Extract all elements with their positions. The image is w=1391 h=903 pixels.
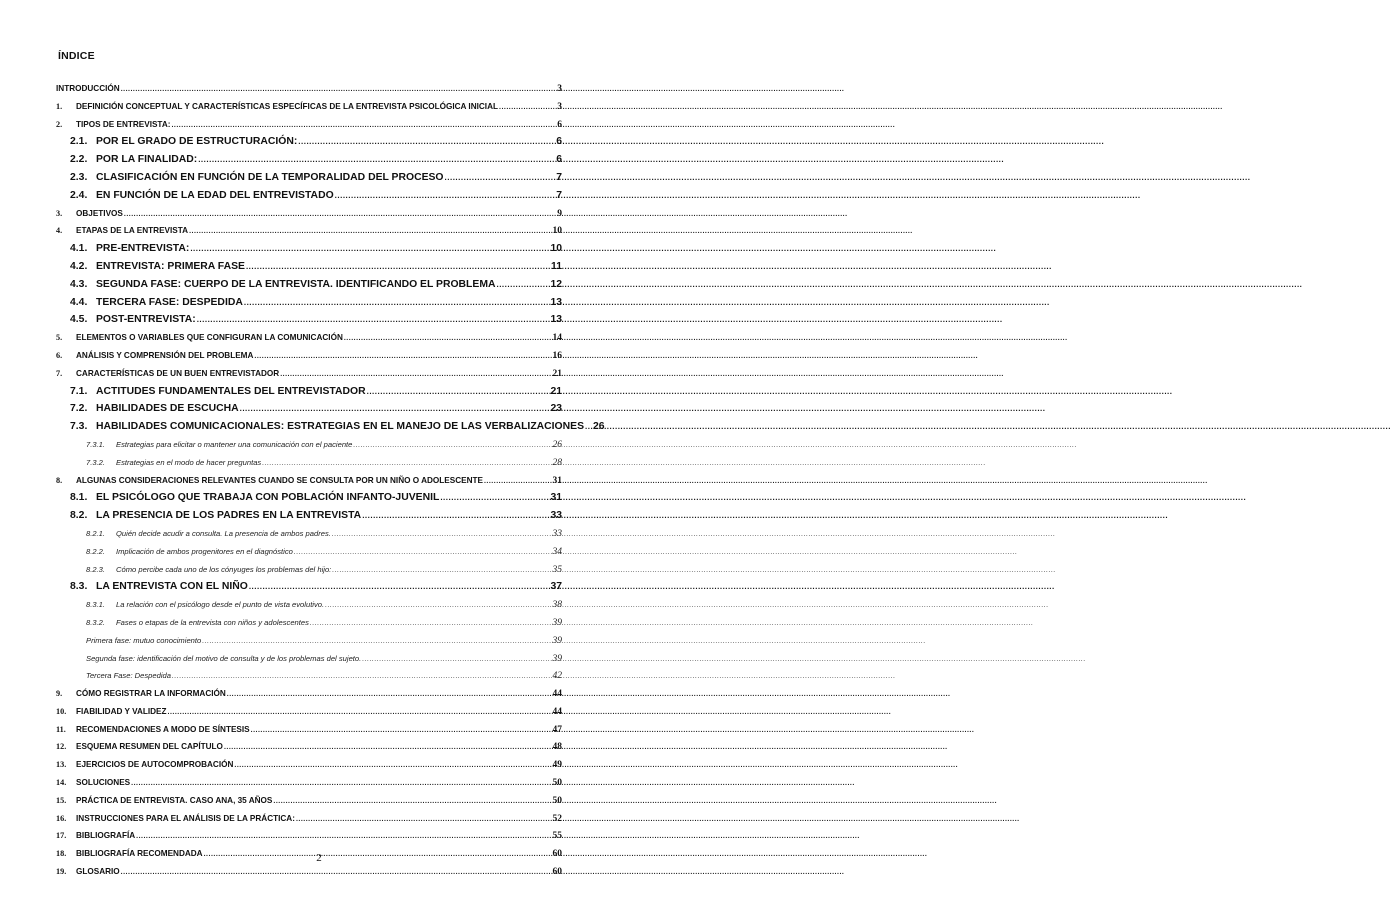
toc-entry[interactable] xyxy=(56,756,562,774)
toc-entry-title: LA PRESENCIA DE LOS PADRES EN LA ENTREVISTA xyxy=(96,510,362,522)
toc-entry-title: Implicación de ambos progenitores en el diagnóstico xyxy=(116,546,293,556)
dot-leader xyxy=(362,650,550,669)
toc-entry-page: 42 xyxy=(552,671,562,682)
toc-entry-page: 3 xyxy=(557,84,562,94)
toc-entry-title: PRÁCTICA DE ENTREVISTA. CASO ANA, 35 AÑOS xyxy=(76,795,273,805)
toc-entry-page: 10 xyxy=(552,226,562,237)
dot-leader xyxy=(202,632,550,651)
toc-entry-page: 6 xyxy=(557,119,562,130)
toc-entry[interactable] xyxy=(56,489,562,507)
dot-leader xyxy=(262,454,550,473)
toc-entry[interactable] xyxy=(56,792,562,810)
toc-entry-page: 60 xyxy=(552,867,562,878)
toc-entry-title: Primera fase: mutuo conocimiento xyxy=(86,635,202,645)
dot-leader xyxy=(332,525,550,544)
dot-leader xyxy=(121,863,550,882)
dot-leader xyxy=(254,347,550,366)
toc-entry[interactable] xyxy=(56,596,562,614)
toc-entry-title: HABILIDADES DE ESCUCHA xyxy=(96,403,239,415)
toc-entry-title: ACTITUDES FUNDAMENTALES DEL ENTREVISTADOR xyxy=(96,385,366,397)
dot-leader xyxy=(499,98,550,117)
dot-leader xyxy=(171,116,550,135)
toc-entry-title: CÓMO REGISTRAR LA INFORMACIÓN xyxy=(76,689,226,699)
toc-entry-number: 2.4. xyxy=(70,189,88,201)
toc-entry-page: 13 xyxy=(550,314,562,326)
toc-entry-page: 11 xyxy=(551,260,562,272)
toc-entry-number: 8. xyxy=(56,475,63,485)
toc-entry[interactable] xyxy=(56,365,562,383)
toc-entry-page: 50 xyxy=(552,778,562,789)
toc-entry-number: 8.3. xyxy=(70,581,88,593)
toc-entry-title: INTRODUCCIÓN xyxy=(56,84,120,93)
toc-entry-title: ENTREVISTA: PRIMERA FASE xyxy=(96,260,245,272)
toc-entry-title: Segunda fase: identificación del motivo de consulta y de los problemas del sujeto. xyxy=(86,653,362,663)
toc-entry-page: 37 xyxy=(550,581,562,593)
toc-entry-number: 8.2.1. xyxy=(86,528,105,538)
toc-entry-title: BIBLIOGRAFÍA xyxy=(76,831,136,841)
toc-entry-number: 4.5. xyxy=(70,314,88,326)
toc-entry-title: EL PSICÓLOGO QUE TRABAJA CON POBLACIÓN INFANTO-JUVENIL xyxy=(96,492,440,504)
toc-entry[interactable] xyxy=(56,222,562,240)
toc-entry-title: EN FUNCIÓN DE LA EDAD DEL ENTREVISTADO xyxy=(96,189,334,201)
toc-entry-title: BIBLIOGRAFÍA RECOMENDADA xyxy=(76,849,203,859)
toc-entry-title: ANÁLISIS Y COMPRENSIÓN DEL PROBLEMA xyxy=(76,350,254,360)
dot-leader xyxy=(325,596,550,615)
dot-leader xyxy=(273,792,550,811)
toc-entry[interactable] xyxy=(56,650,562,668)
toc-entry-number: 3. xyxy=(56,208,63,218)
toc-entry-number: 7.1. xyxy=(70,385,88,397)
dot-leader xyxy=(296,810,550,829)
toc-entry-title: SEGUNDA FASE: CUERPO DE LA ENTREVISTA. IDENTIFICANDO EL PROBLEMA xyxy=(96,278,496,290)
toc-entry[interactable] xyxy=(56,151,562,169)
dot-leader xyxy=(344,329,550,348)
toc-entry[interactable] xyxy=(56,685,562,703)
dot-leader xyxy=(121,80,550,99)
document-page xyxy=(0,0,638,903)
toc-entry-page: 44 xyxy=(552,706,562,717)
toc-entry-page: 50 xyxy=(552,795,562,806)
toc-entry-number: 7.3. xyxy=(70,421,88,433)
page-number: 2 xyxy=(316,852,322,864)
toc-entry-page: 6 xyxy=(556,136,562,148)
toc-entry[interactable] xyxy=(56,738,562,756)
toc-entry-page: 9 xyxy=(557,208,562,219)
toc-entry-number: 12. xyxy=(56,742,67,752)
toc-entry-page: 21 xyxy=(550,385,562,397)
dot-leader xyxy=(246,258,549,276)
toc-entry[interactable] xyxy=(56,80,562,98)
toc-entry-number: 9. xyxy=(56,689,63,699)
toc-entry-title: POR LA FINALIDAD: xyxy=(96,154,198,166)
toc-entry-page: 31 xyxy=(552,475,562,486)
toc-entry-title: ETAPAS DE LA ENTREVISTA xyxy=(76,226,189,236)
toc-entry[interactable] xyxy=(56,507,562,525)
toc-entry-page: 44 xyxy=(552,689,562,700)
toc-entry-page: 13 xyxy=(550,296,562,308)
toc-entry-page: 28 xyxy=(552,457,562,468)
dot-leader xyxy=(198,151,550,169)
dot-leader xyxy=(244,294,549,312)
dot-leader xyxy=(251,721,550,740)
toc-entry-page: 55 xyxy=(552,831,562,842)
dot-leader xyxy=(353,436,550,455)
toc-entry[interactable] xyxy=(56,863,562,881)
dot-leader xyxy=(294,543,550,562)
toc-entry-title: Estrategias en el modo de hacer preguntas xyxy=(116,457,262,467)
toc-entry-number: 10. xyxy=(56,706,67,716)
toc-entry-number: 8.1. xyxy=(70,492,88,504)
toc-entry[interactable] xyxy=(56,329,562,347)
toc-entry-number: 19. xyxy=(56,867,67,877)
dot-leader xyxy=(484,472,550,491)
toc-entry-page: 39 xyxy=(552,635,562,646)
toc-entry-number: 8.2.2. xyxy=(86,546,105,556)
toc-entry-title: Quién decide acudir a consulta. La presencia de ambos padres. xyxy=(116,528,331,538)
toc-entry-title: OBJETIVOS xyxy=(76,208,123,218)
toc-entry-title: La relación con el psicólogo desde el punto de vista evolutivo. xyxy=(116,600,325,610)
toc-entry-page: 39 xyxy=(552,617,562,628)
toc-entry-page: 3 xyxy=(557,101,562,112)
toc-entry-title: PRE-ENTREVISTA: xyxy=(96,243,190,255)
toc-entry-page: 21 xyxy=(552,368,562,379)
dot-leader xyxy=(234,756,550,775)
toc-entry[interactable] xyxy=(56,454,562,472)
dot-leader xyxy=(172,667,550,686)
dot-leader xyxy=(298,133,550,151)
toc-entry-page: 38 xyxy=(552,600,562,611)
dot-leader xyxy=(249,578,549,596)
toc-entry-number: 7.2. xyxy=(70,403,88,415)
toc-entry-number: 2. xyxy=(56,119,63,129)
toc-entry[interactable] xyxy=(56,525,562,543)
toc-entry-page: 35 xyxy=(552,564,562,575)
toc-entry-page: 12 xyxy=(550,278,562,290)
toc-entry-page: 33 xyxy=(550,510,562,522)
toc-entry[interactable] xyxy=(56,543,562,561)
toc-entry-number: 4.3. xyxy=(70,278,88,290)
toc-entry-title: INSTRUCCIONES PARA EL ANÁLISIS DE LA PRÁCTICA: xyxy=(76,813,295,823)
toc-entry-number: 13. xyxy=(56,760,67,770)
toc-entry[interactable] xyxy=(56,169,562,187)
dot-leader xyxy=(131,774,550,793)
toc-entry[interactable] xyxy=(56,116,562,134)
dot-leader xyxy=(197,311,549,329)
toc-entry-page: 23 xyxy=(550,403,562,415)
dot-leader xyxy=(335,187,550,205)
toc-entry-number: 7.3.1. xyxy=(86,439,105,449)
toc-entry-number: 11. xyxy=(56,724,66,734)
toc-entry[interactable] xyxy=(56,472,562,490)
toc-entry-title: TIPOS DE ENTREVISTA: xyxy=(76,119,171,129)
toc-entry-title: CLASIFICACIÓN EN FUNCIÓN DE LA TEMPORALIDAD DEL PROCESO xyxy=(96,171,444,183)
toc-entry-title: LA ENTREVISTA CON EL NIÑO xyxy=(96,581,248,593)
toc-entry-title: SOLUCIONES xyxy=(76,778,131,788)
toc-entry[interactable] xyxy=(56,721,562,739)
toc-entry-title: RECOMENDACIONES A MODO DE SÍNTESIS xyxy=(76,724,250,734)
toc-entry-page: 31 xyxy=(550,492,562,504)
toc-entry-number: 18. xyxy=(56,849,67,859)
dot-leader xyxy=(280,365,550,384)
dot-leader xyxy=(240,400,549,418)
toc-entry-number: 4. xyxy=(56,226,63,236)
toc-entry-number: 2.1. xyxy=(70,136,88,148)
toc-entry-title: POR EL GRADO DE ESTRUCTURACIÓN: xyxy=(96,136,298,148)
toc-entry[interactable] xyxy=(56,667,562,685)
toc-entry[interactable] xyxy=(56,187,562,205)
toc-entry-number: 8.3.1. xyxy=(86,600,105,610)
toc-entry[interactable] xyxy=(56,436,562,454)
dot-leader xyxy=(496,276,548,294)
toc-entry-number: 17. xyxy=(56,831,67,841)
dot-leader xyxy=(124,205,550,224)
toc-entry-page: 47 xyxy=(552,724,562,735)
dot-leader xyxy=(227,685,550,704)
toc-entry-title: ALGUNAS CONSIDERACIONES RELEVANTES CUANDO SE CONSULTA POR UN NIÑO O ADOLESCENTE xyxy=(76,475,483,485)
toc-entry-number: 4.2. xyxy=(70,260,88,272)
toc-entry-number: 16. xyxy=(56,813,67,823)
toc-entry-title: DEFINICIÓN CONCEPTUAL Y CARACTERÍSTICAS ESPECÍFICAS DE LA ENTREVISTA PSICOLÓGICA INICIAL xyxy=(76,101,498,111)
table-of-contents xyxy=(56,80,605,881)
toc-entry[interactable] xyxy=(56,418,605,436)
toc-entry-title: ELEMENTOS O VARIABLES QUE CONFIGURAN LA COMUNICACIÓN xyxy=(76,333,343,343)
toc-entry-page: 39 xyxy=(552,653,562,664)
toc-entry-number: 4.4. xyxy=(70,296,88,308)
toc-entry-number: 6. xyxy=(56,350,63,360)
toc-entry[interactable] xyxy=(56,561,562,579)
dot-leader xyxy=(168,703,550,722)
toc-entry-number: 8.3.2. xyxy=(86,617,105,627)
toc-entry-title: HABILIDADES COMUNICACIONALES: ESTRATEGIAS EN EL MANEJO DE LAS VERBALIZACIONES xyxy=(96,421,585,433)
toc-entry-page: 33 xyxy=(552,528,562,539)
toc-entry-title: EJERCICIOS DE AUTOCOMPROBACIÓN xyxy=(76,760,234,770)
toc-entry-title: ESQUEMA RESUMEN DEL CAPÍTULO xyxy=(76,742,223,752)
toc-entry[interactable] xyxy=(56,347,562,365)
toc-entry-page: 14 xyxy=(552,333,562,344)
toc-entry-title: FIABILIDAD Y VALIDEZ xyxy=(76,706,167,716)
toc-entry[interactable] xyxy=(56,98,562,116)
toc-entry-page: 52 xyxy=(552,813,562,824)
toc-entry[interactable] xyxy=(56,614,562,632)
toc-entry-number: 8.2.3. xyxy=(86,564,105,574)
dot-leader xyxy=(445,169,550,187)
toc-entry-page: 16 xyxy=(552,350,562,361)
toc-entry[interactable] xyxy=(56,240,562,258)
toc-entry[interactable] xyxy=(56,311,562,329)
toc-entry-number: 15. xyxy=(56,795,67,805)
toc-entry-number: 14. xyxy=(56,778,67,788)
dot-leader xyxy=(367,383,549,401)
toc-entry-title: CARACTERÍSTICAS DE UN BUEN ENTREVISTADOR xyxy=(76,368,280,378)
toc-entry[interactable] xyxy=(56,632,562,650)
toc-entry-page: 6 xyxy=(556,154,562,166)
dot-leader xyxy=(332,561,550,580)
toc-entry-title: POST-ENTREVISTA: xyxy=(96,314,196,326)
toc-entry[interactable] xyxy=(56,578,562,596)
toc-entry-page: 26 xyxy=(593,421,605,433)
toc-entry[interactable] xyxy=(56,294,562,312)
toc-entry[interactable] xyxy=(56,133,562,151)
toc-entry-number: 8.2. xyxy=(70,510,88,522)
toc-entry-page: 7 xyxy=(556,171,562,183)
dot-leader xyxy=(136,827,550,846)
toc-entry[interactable] xyxy=(56,400,562,418)
dot-leader xyxy=(440,489,548,507)
index-title: ÍNDICE xyxy=(58,50,95,62)
toc-entry[interactable] xyxy=(56,810,562,828)
toc-entry[interactable] xyxy=(56,383,562,401)
toc-entry[interactable] xyxy=(56,827,562,845)
toc-entry[interactable] xyxy=(56,774,562,792)
toc-entry-page: 7 xyxy=(556,189,562,201)
toc-entry-page: 10 xyxy=(550,243,562,255)
toc-entry-title: TERCERA FASE: DESPEDIDA xyxy=(96,296,243,308)
toc-entry-number: 7. xyxy=(56,368,63,378)
toc-entry-title: Estrategias para elicitar o mantener una comunicación con el paciente xyxy=(116,439,353,449)
toc-entry[interactable] xyxy=(56,205,562,223)
dot-leader xyxy=(224,738,550,757)
dot-leader xyxy=(585,418,591,436)
toc-entry-title: Cómo percibe cada uno de los cónyuges los problemas del hijo: xyxy=(116,564,332,574)
toc-entry-number: 5. xyxy=(56,333,63,343)
toc-entry-number: 1. xyxy=(56,101,63,111)
toc-entry-page: 26 xyxy=(552,439,562,450)
dot-leader xyxy=(189,222,550,241)
toc-entry-number: 2.2. xyxy=(70,154,88,166)
toc-entry-page: 48 xyxy=(552,742,562,753)
toc-entry-page: 34 xyxy=(552,546,562,557)
toc-entry-number: 7.3.2. xyxy=(86,457,105,467)
toc-entry[interactable] xyxy=(56,258,562,276)
dot-leader xyxy=(362,507,548,525)
toc-entry-title: Tercera Fase: Despedida xyxy=(86,671,171,681)
dot-leader xyxy=(190,240,548,258)
toc-entry-title: Fases o etapas de la entrevista con niños y adolescentes xyxy=(116,617,309,627)
toc-entry-title: GLOSARIO xyxy=(76,867,120,877)
toc-entry-page: 60 xyxy=(552,849,562,860)
toc-entry[interactable] xyxy=(56,703,562,721)
toc-entry[interactable] xyxy=(56,276,562,294)
dot-leader xyxy=(310,614,550,633)
toc-entry-page: 49 xyxy=(552,760,562,771)
toc-entry-number: 4.1. xyxy=(70,243,88,255)
toc-entry-number: 2.3. xyxy=(70,171,88,183)
